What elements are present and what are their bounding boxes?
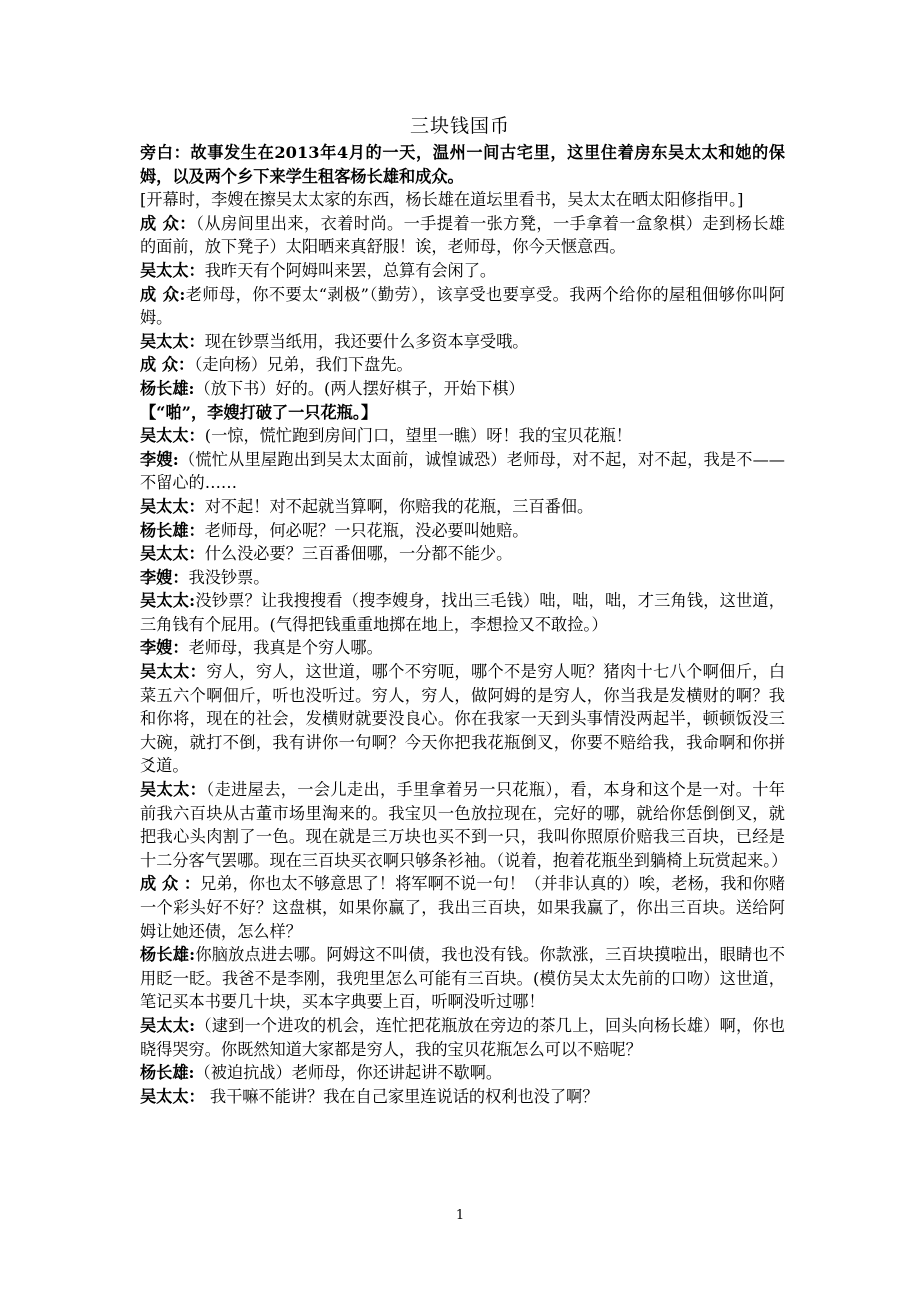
speaker-label: 旁白：: [140, 143, 191, 162]
dialogue-line: [140, 943, 785, 1014]
speaker-label: 成 众：: [140, 213, 196, 233]
dialogue-text: 我干嘛不能讲？我在自己家里连说话的权利也没了啊？: [204, 1086, 599, 1106]
dialogue-line: [140, 660, 785, 778]
script-body: [140, 141, 788, 1108]
dialogue-line: [140, 495, 785, 519]
dialogue-line: [140, 1085, 785, 1109]
stage-direction: [140, 401, 785, 425]
speaker-label: 成 众 ：: [140, 874, 201, 894]
dialogue-text: （走向杨）兄弟，我们下盘先。: [194, 355, 413, 375]
dialogue-text: 老师母，你不要太“剥极”（勤劳），该享受也要享受。我两个给你的屋租佃够你叫阿姆。: [140, 284, 785, 328]
speaker-label: 成 众：: [140, 355, 195, 375]
speaker-label: 李嫂:: [140, 449, 179, 469]
dialogue-line: [140, 778, 788, 872]
speaker-label: 杨长雄:: [140, 945, 196, 965]
dialogue-line: [140, 1014, 785, 1061]
dialogue-line: [140, 424, 785, 448]
speaker-label: 吴太太：: [140, 662, 207, 682]
dialogue-text: 现在钞票当纸用，我还要什么多资本享受哦。: [204, 331, 529, 351]
dialogue-text: 穷人，穷人，这世道，哪个不穷呃，哪个不是穷人呃？猪肉十七八个啊佃斤，白菜五六个啊佃斤，听也没听过。穷人，穷人，做阿姆的是穷人，你当我是发横财的啊？我和你将，现在的社会，发横财就要没良心。你在我家一天到头事情没两起半，顿顿饭没三大碗，就打不倒，我有讲你一句啊？今天你把我花瓶倒叉，你要不赔给我，我命啊和你拼爻道。: [140, 662, 786, 776]
dialogue-line: [140, 872, 785, 943]
dialogue-line: [140, 377, 785, 401]
speaker-label: 杨长雄:: [140, 378, 195, 398]
dialogue-list: [140, 212, 788, 1109]
speaker-label: 杨长雄：: [140, 520, 205, 540]
speaker-label: 成 众:: [140, 284, 186, 304]
dialogue-line: [140, 448, 785, 495]
dialogue-text: 没钞票？让我搜搜看（搜李嫂身，找出三毛钱）咄，咄，咄，才三角钱，这世道，三角钱有个屁用。(气得把钱重重地掷在地上，李想捡又不敢捡。）: [140, 591, 785, 634]
speaker-label: 吴太太：: [140, 426, 205, 446]
dialogue-text: (一惊，慌忙跑到房间门口，望里一瞧）呀！我的宝贝花瓶！: [204, 426, 632, 446]
speaker-label: 杨长雄:: [140, 1063, 195, 1083]
dialogue-line: [140, 212, 785, 259]
dialogue-text: 老师母，我真是个穷人哪。: [188, 638, 383, 658]
speaker-label: 吴太太：: [140, 260, 205, 280]
page-number: 1: [455, 1208, 465, 1223]
dialogue-text: （慌忙从里屋跑出到吴太太面前，诚惶诚恐）老师母，对不起，对不起，我是不——不留心的……: [140, 449, 785, 493]
dialogue-line: [140, 566, 785, 590]
speaker-label: 吴太太：: [140, 331, 205, 351]
dialogue-line: [140, 330, 785, 354]
dialogue-text: （被迫抗战）老师母，你还讲起讲不歇啊。: [194, 1063, 503, 1083]
dialogue-text: （走进屋去，一会儿走出，手里拿着另一只花瓶），看，本身和这个是一对。十年前我六百块从古董市场里淘来的。我宝贝一色放拉现在，完好的哪，就给你恁倒倒叉，就把我心头肉割了一色。现在就是三万块也买不到一只，我叫你照原价赔我三百块，已经是十二分客气罢哪。现在三百块买衣啊只够条衫袖。（说着，抱着花瓶坐到躺椅上玩赏起来。）: [140, 780, 788, 870]
dialogue-line: [140, 1061, 785, 1085]
speaker-label: 吴太太：: [140, 1086, 205, 1106]
dialogue-line: [140, 259, 785, 283]
speaker-label: 吴太太：: [140, 544, 205, 564]
dialogue-text: （从房间里出来，衣着时尚。一手提着一张方凳，一手拿着一盒象棋）走到杨长雄的面前，放下凳子）太阳晒来真舒服！诶，老师母，你今天惬意西。: [140, 213, 785, 257]
page-title: 三块钱国币: [409, 115, 510, 137]
dialogue-text: 我昨天有个阿姆叫来罢，总算有会闲了。: [204, 260, 497, 280]
dialogue-text: （逮到一个进攻的机会，连忙把花瓶放在旁边的茶几上，回头向杨长雄）啊，你也晓得哭穷。你既然知道大家都是穷人，我的宝贝花瓶怎么可以不赔呢？: [140, 1015, 785, 1059]
narration-paragraph: [140, 141, 785, 188]
speaker-label: 李嫂：: [140, 638, 189, 658]
speaker-label: 吴太太:: [140, 591, 196, 611]
dialogue-text: 【“啪”，李嫂打破了一只花瓶。】: [140, 402, 378, 422]
dialogue-line: [140, 519, 785, 543]
dialogue-text: 老师母，何必呢？一只花瓶，没必要叫她赔。: [204, 520, 529, 540]
dialogue-text: 你脑放点进去哪。阿姆这不叫债，我也没有钱。你款涨，三百块摸啦出，眼睛也不用眨一眨。我爸不是李刚，我兜里怎么可能有三百块。(模仿吴太太先前的口吻）这世道，笔记买本书要几十块，买本字典要上百，听啊没听过哪！: [140, 945, 785, 1012]
speaker-label: 吴太太:: [140, 1015, 196, 1035]
dialogue-text: 对不起！对不起就当算啊，你赔我的花瓶，三百番佃。: [204, 496, 594, 516]
dialogue-text: 什么没必要？三百番佃哪，一分都不能少。: [204, 544, 513, 564]
dialogue-line: [140, 589, 785, 636]
narration-text: 故事发生在2013年4月的一天，温州一间古宅里，这里住着房东吴太太和她的保姆，以及两个乡下来学生租客杨长雄和成众。: [140, 143, 785, 186]
speaker-label: 吴太太：: [140, 496, 205, 516]
dialogue-line: [140, 542, 785, 566]
dialogue-text: （放下书）好的。(两人摆好棋子，开始下棋）: [194, 378, 525, 398]
stage-direction: [开幕时，李嫂在擦吴太太家的东西，杨长雄在道坛里看书，吴太太在晒太阳修指甲。]: [140, 190, 744, 210]
speaker-label: 吴太太：: [140, 780, 207, 800]
dialogue-text: 我没钞票。: [188, 567, 270, 587]
dialogue-line: [140, 353, 785, 377]
speaker-label: 李嫂：: [140, 567, 189, 587]
dialogue-text: 兄弟，你也太不够意思了！将军啊不说一句！（并非认真的）唉，老杨，我和你赌一个彩头好不好？这盘棋，如果你赢了，我出三百块，如果我赢了，你出三百块。送给阿姆让她还债，怎么样？: [140, 874, 785, 941]
dialogue-line: [140, 636, 785, 660]
dialogue-line: [140, 283, 785, 330]
